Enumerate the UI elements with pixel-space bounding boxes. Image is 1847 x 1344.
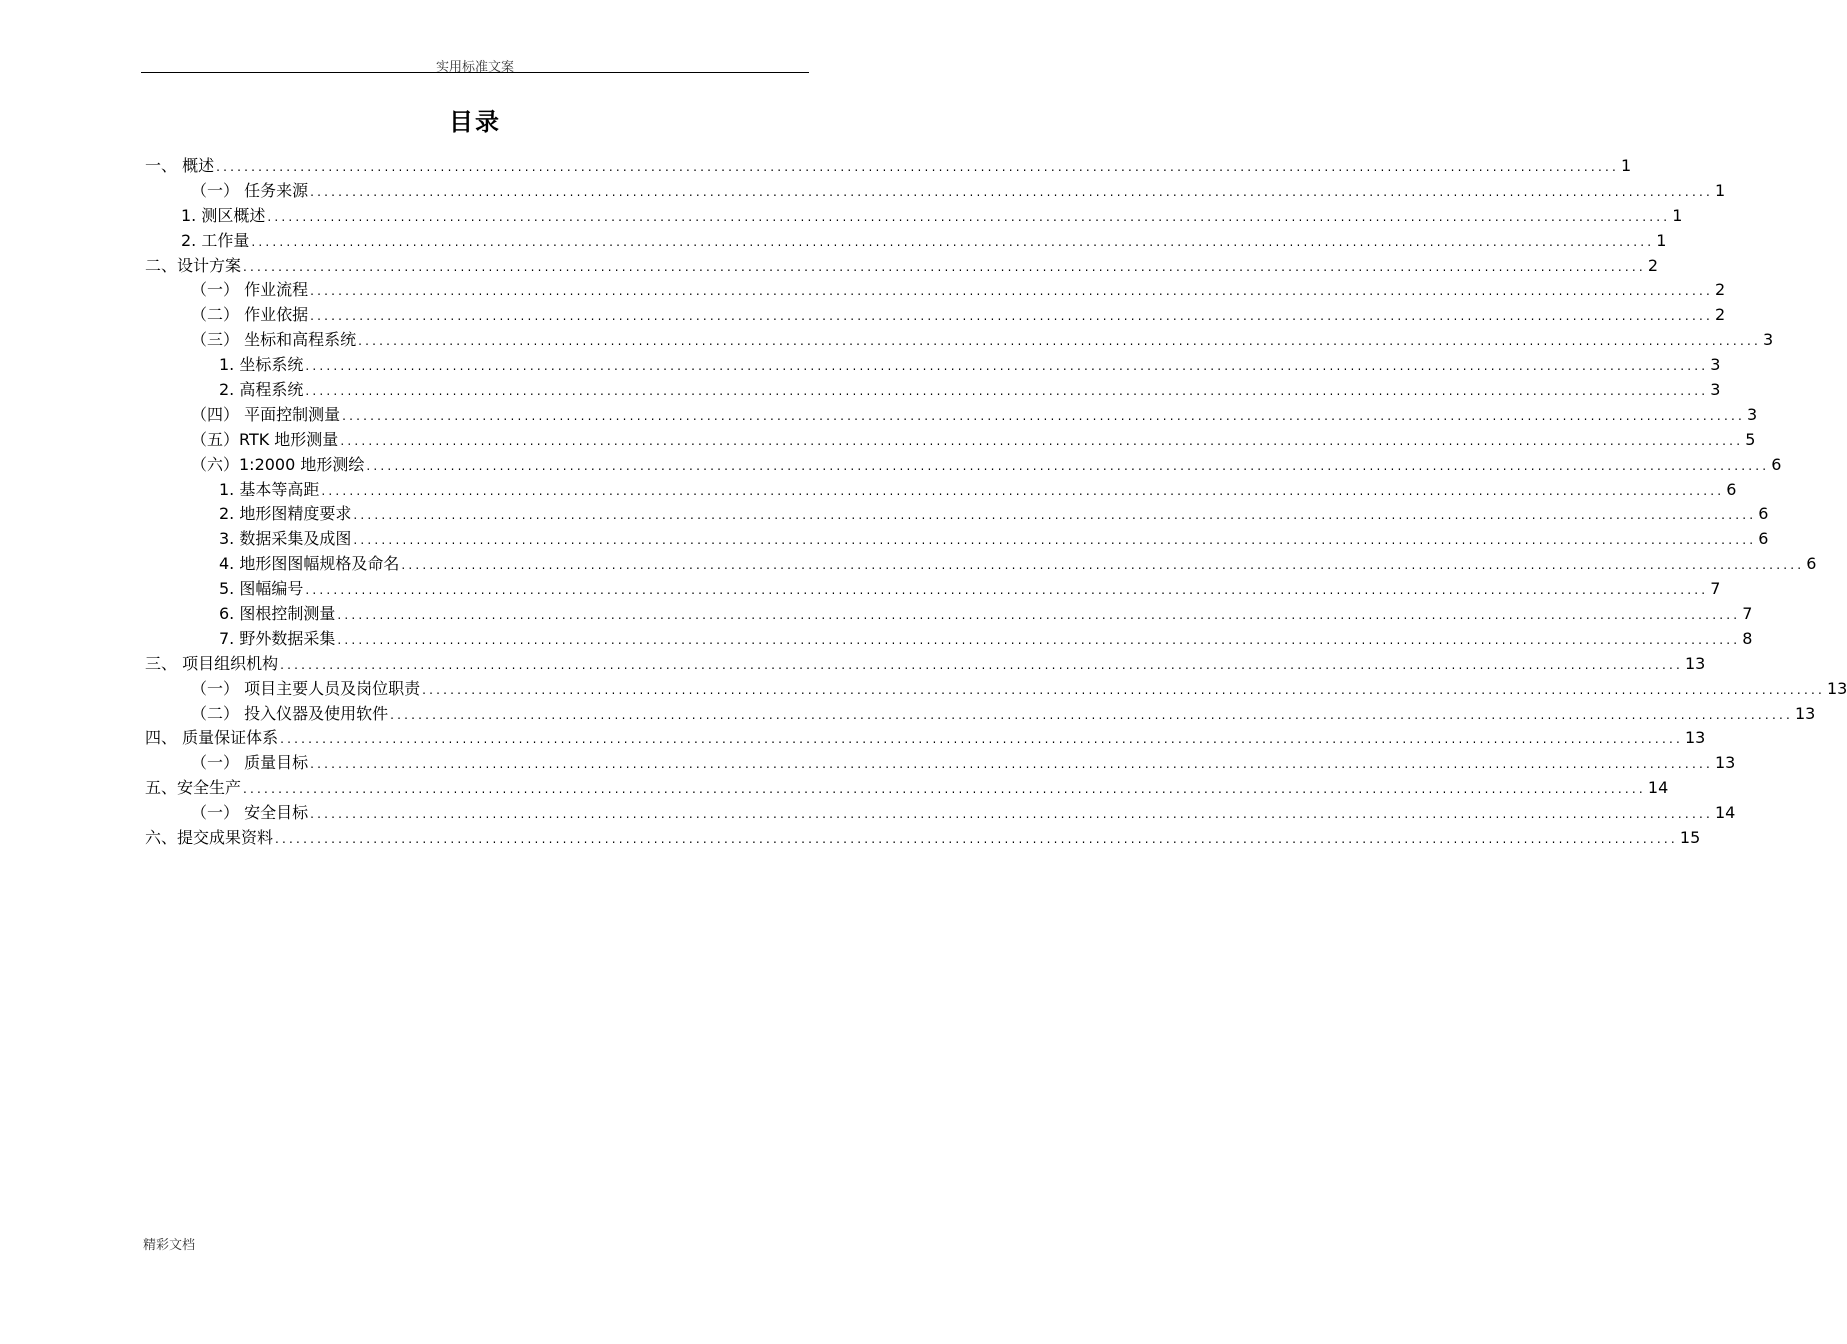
toc-entry[interactable] <box>145 801 1736 826</box>
toc-entry[interactable] <box>145 403 1758 428</box>
toc-entry-page: 13 <box>1684 728 1706 748</box>
toc-entry[interactable] <box>145 303 1726 328</box>
table-of-contents <box>145 154 1847 851</box>
toc-entry-page: 1 <box>1620 156 1632 175</box>
toc-dot-leader: ........................................................................................................................................................................................................ <box>366 458 1770 473</box>
toc-entry-label: （三） 坐标和高程系统 <box>191 330 357 350</box>
toc-dot-leader: ........................................................................................................................................................................................................ <box>305 384 1709 399</box>
toc-entry-label: 5. 图幅编号 <box>219 579 304 599</box>
toc-dot-leader: ........................................................................................................................................................................................................ <box>243 259 1646 274</box>
toc-entry-label: 1. 坐标系统 <box>219 355 304 375</box>
toc-entry[interactable] <box>145 154 1632 179</box>
toc-entry-page: 6 <box>1758 529 1769 549</box>
toc-entry[interactable] <box>145 726 1706 751</box>
toc-entry[interactable] <box>145 826 1701 851</box>
toc-entry[interactable] <box>145 527 1769 552</box>
toc-entry-page: 3 <box>1746 404 1758 424</box>
toc-entry-label: （五）RTK 地形测量 <box>191 429 339 449</box>
toc-dot-leader: ........................................................................................................................................................................................................ <box>337 632 1741 647</box>
toc-entry-label: （六）1:2000 地形测绘 <box>191 454 365 474</box>
toc-entry-page: 14 <box>1714 803 1736 823</box>
toc-entry-label: （一） 安全目标 <box>191 803 309 823</box>
toc-entry[interactable] <box>145 278 1726 303</box>
toc-entry-label: 六、提交成果资料 <box>145 828 274 848</box>
toc-entry-label: （一） 质量目标 <box>191 753 309 773</box>
toc-entry-page: 13 <box>1826 678 1847 698</box>
toc-entry[interactable] <box>145 254 1659 279</box>
toc-entry-page: 14 <box>1647 778 1669 798</box>
toc-entry[interactable] <box>145 229 1667 254</box>
toc-dot-leader: ........................................................................................................................................................................................................ <box>243 782 1646 797</box>
toc-dot-leader: ........................................................................................................................................................................................................ <box>321 483 1725 498</box>
header-divider <box>141 72 809 73</box>
toc-entry-label: （一） 任务来源 <box>191 180 309 200</box>
toc-entry-label: 6. 图根控制测量 <box>219 604 336 624</box>
toc-dot-leader: ........................................................................................................................................................................................................ <box>390 707 1793 722</box>
toc-entry[interactable] <box>145 428 1756 453</box>
toc-entry-page: 2 <box>1714 280 1726 300</box>
toc-entry-page: 6 <box>1771 454 1782 474</box>
toc-entry[interactable] <box>145 179 1726 204</box>
toc-entry[interactable] <box>145 204 1683 229</box>
toc-entry-page: 5 <box>1745 429 1756 449</box>
toc-entry-page: 13 <box>1684 653 1706 673</box>
page-footer: 精彩文档 <box>143 1238 196 1253</box>
toc-dot-leader: ........................................................................................................................................................................................................ <box>305 583 1709 598</box>
toc-entry-page: 3 <box>1762 330 1774 350</box>
toc-dot-leader: ........................................................................................................................................................................................................ <box>251 234 1655 249</box>
toc-entry[interactable] <box>145 453 1782 478</box>
toc-entry[interactable] <box>145 751 1736 776</box>
toc-entry-label: 五、安全生产 <box>145 778 242 798</box>
toc-entry-label: （四） 平面控制测量 <box>191 404 341 424</box>
toc-entry-label: 二、设计方案 <box>145 255 242 275</box>
toc-dot-leader: ........................................................................................................................................................................................................ <box>310 309 1713 324</box>
toc-entry-page: 2 <box>1647 255 1659 275</box>
toc-entry-page: 13 <box>1794 703 1816 723</box>
toc-entry-page: 7 <box>1742 604 1753 624</box>
toc-dot-leader: ........................................................................................................................................................................................................ <box>310 284 1713 299</box>
toc-dot-leader: ........................................................................................................................................................................................................ <box>275 832 1678 847</box>
toc-entry-label: 一、 概述 <box>145 156 215 175</box>
toc-entry[interactable] <box>145 353 1721 378</box>
toc-entry-page: 6 <box>1726 479 1737 499</box>
toc-dot-leader: ........................................................................................................................................................................................................ <box>280 732 1683 747</box>
toc-entry-label: 1. 测区概述 <box>181 205 266 225</box>
toc-dot-leader: ........................................................................................................................................................................................................ <box>401 558 1805 573</box>
toc-entry[interactable] <box>145 677 1847 702</box>
toc-entry-page: 15 <box>1679 828 1701 848</box>
toc-entry[interactable] <box>145 627 1753 652</box>
toc-entry-page: 1 <box>1714 180 1726 200</box>
toc-entry-page: 6 <box>1758 504 1769 524</box>
toc-dot-leader: ........................................................................................................................................................................................................ <box>280 657 1683 672</box>
toc-dot-leader: ........................................................................................................................................................................................................ <box>353 508 1757 523</box>
toc-entry-page: 1 <box>1656 230 1667 250</box>
toc-entry-label: （二） 投入仪器及使用软件 <box>191 703 389 723</box>
toc-entry[interactable] <box>145 776 1669 801</box>
toc-entry[interactable] <box>145 577 1721 602</box>
toc-entry[interactable] <box>145 552 1817 577</box>
page-header: 实用标准文案 <box>435 60 514 75</box>
toc-dot-leader: ........................................................................................................................................................................................................ <box>305 359 1709 374</box>
toc-entry-label: （一） 作业流程 <box>191 280 309 300</box>
toc-entry-page: 3 <box>1710 355 1721 375</box>
toc-entry-page: 2 <box>1714 305 1726 325</box>
toc-dot-leader: ........................................................................................................................................................................................................ <box>340 433 1744 448</box>
toc-entry[interactable] <box>145 702 1816 727</box>
toc-dot-leader: ........................................................................................................................................................................................................ <box>310 807 1713 822</box>
toc-dot-leader: ........................................................................................................................................................................................................ <box>353 533 1757 548</box>
toc-entry-label: 7. 野外数据采集 <box>219 628 336 648</box>
toc-dot-leader: ........................................................................................................................................................................................................ <box>310 757 1713 772</box>
toc-entry-label: 4. 地形图图幅规格及命名 <box>219 554 400 574</box>
toc-entry-label: 2. 地形图精度要求 <box>219 504 352 524</box>
toc-entry[interactable] <box>145 478 1737 503</box>
toc-entry-label: 3. 数据采集及成图 <box>219 529 352 549</box>
toc-entry[interactable] <box>145 378 1721 403</box>
toc-dot-leader: ........................................................................................................................................................................................................ <box>267 209 1671 224</box>
toc-dot-leader: ........................................................................................................................................................................................................ <box>310 184 1713 199</box>
toc-dot-leader: ........................................................................................................................................................................................................ <box>422 682 1825 697</box>
toc-dot-leader: ........................................................................................................................................................................................................ <box>358 334 1761 349</box>
toc-dot-leader: ........................................................................................................................................................................................................ <box>216 160 1619 174</box>
toc-entry-page: 1 <box>1672 205 1683 225</box>
toc-entry-label: 1. 基本等高距 <box>219 479 320 499</box>
toc-entry-page: 8 <box>1742 628 1753 648</box>
toc-entry-label: （一） 项目主要人员及岗位职责 <box>191 678 421 698</box>
toc-entry-page: 6 <box>1806 554 1817 574</box>
toc-entry[interactable] <box>145 652 1706 677</box>
toc-dot-leader: ........................................................................................................................................................................................................ <box>342 408 1745 423</box>
toc-entry[interactable] <box>145 502 1769 527</box>
toc-dot-leader: ........................................................................................................................................................................................................ <box>337 608 1741 623</box>
toc-entry-label: 2. 高程系统 <box>219 380 304 400</box>
toc-entry[interactable] <box>145 328 1774 353</box>
toc-entry-page: 7 <box>1710 579 1721 599</box>
toc-entry-page: 3 <box>1710 380 1721 400</box>
toc-entry-page: 13 <box>1714 753 1736 773</box>
toc-entry-label: 2. 工作量 <box>181 230 250 250</box>
toc-entry-label: 三、 项目组织机构 <box>145 653 279 673</box>
toc-entry[interactable] <box>145 602 1753 627</box>
toc-entry-label: 四、 质量保证体系 <box>145 728 279 748</box>
toc-title: 目录 <box>449 108 501 136</box>
toc-entry-label: （二） 作业依据 <box>191 305 309 325</box>
